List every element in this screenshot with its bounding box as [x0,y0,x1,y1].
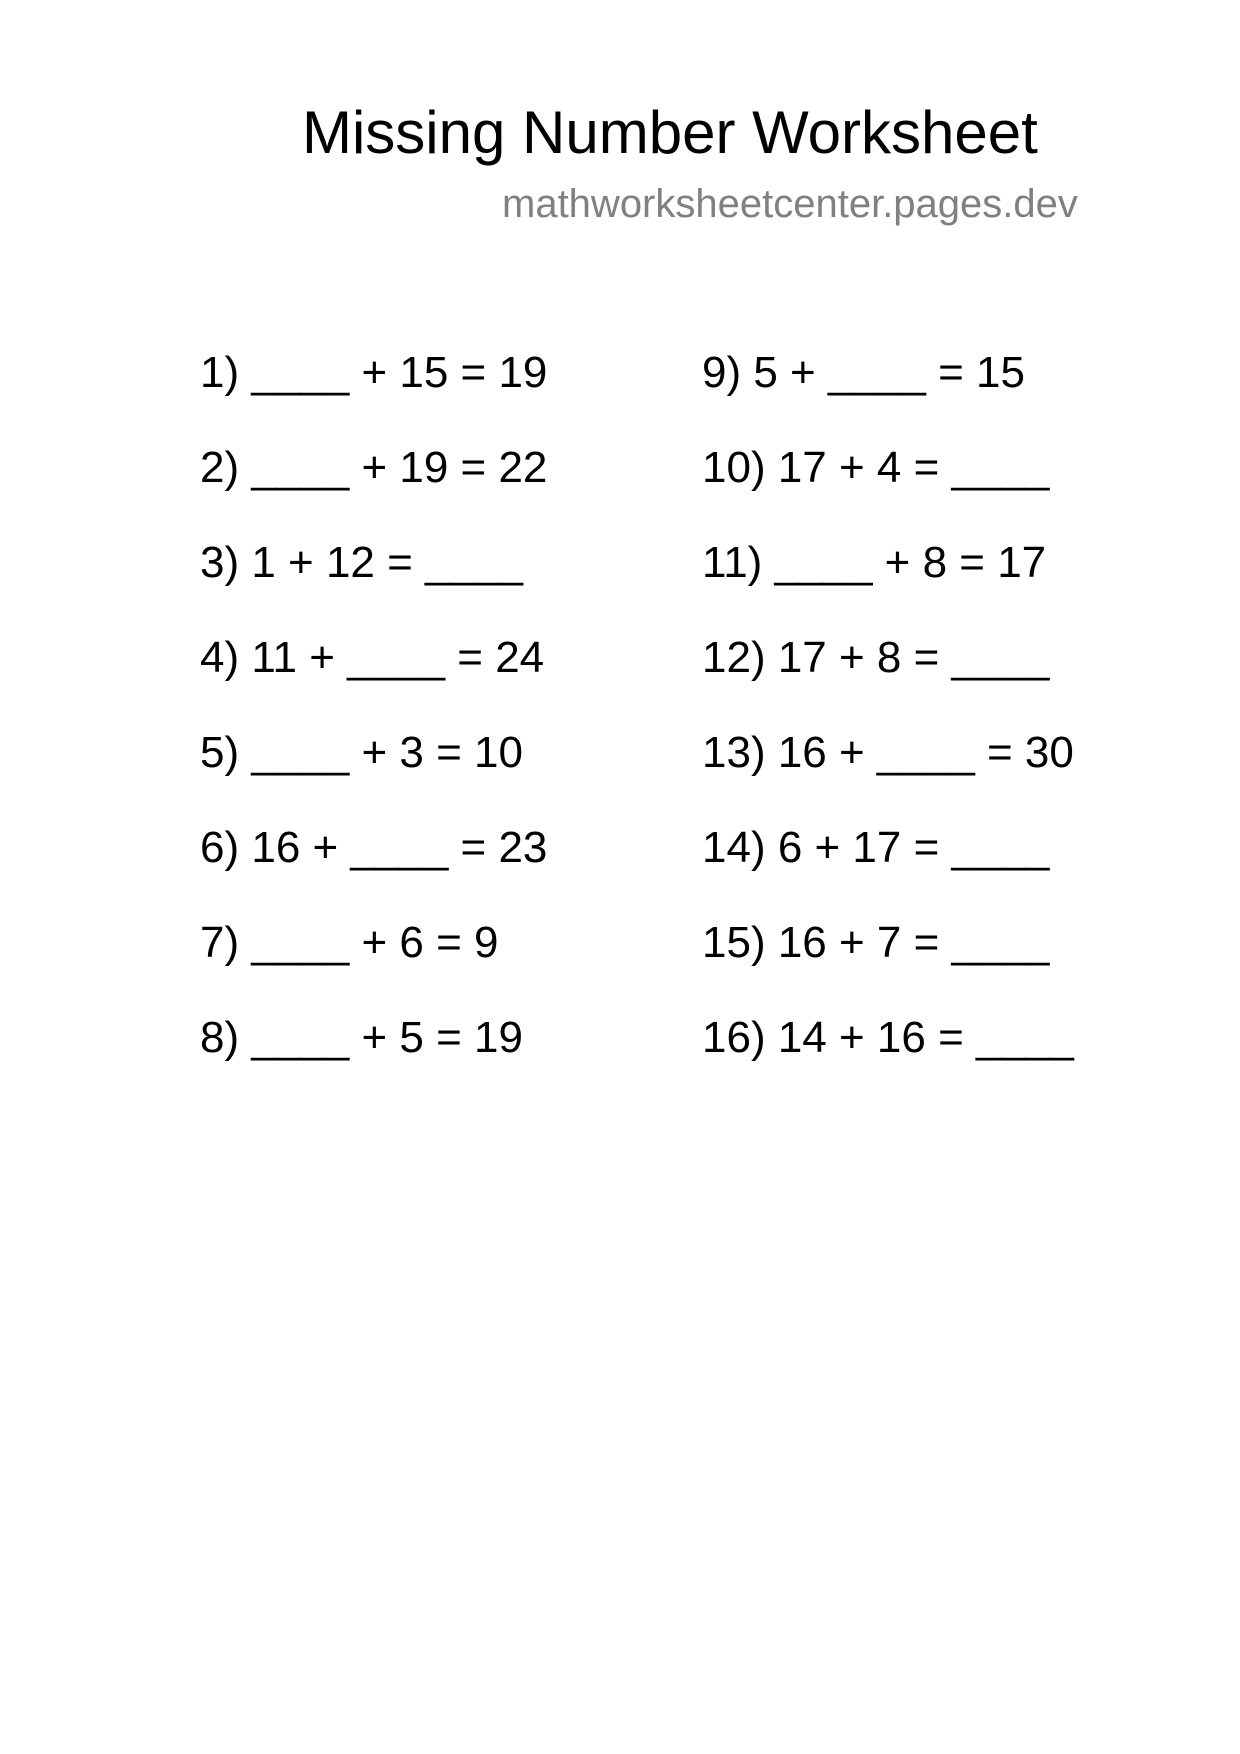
problem-14: 14) 6 + 17 = ____ [702,823,1050,872]
worksheet-title-text: Missing Number Worksheet [302,99,1038,166]
problem-15: 15) 16 + 7 = ____ [702,918,1050,967]
problem-6: 6) 16 + ____ = 23 [200,823,548,872]
problem-7: 7) ____ + 6 = 9 [200,918,499,967]
problem-3: 3) 1 + 12 = ____ [200,538,523,587]
problem-1: 1) ____ + 15 = 19 [200,348,548,397]
problem-5: 5) ____ + 3 = 10 [200,728,523,777]
problem-4: 4) 11 + ____ = 24 [200,633,545,682]
problem-10: 10) 17 + 4 = ____ [702,443,1050,492]
worksheet-source: mathworksheetcenter.pages.dev [502,182,1078,226]
problem-2: 2) ____ + 19 = 22 [200,443,548,492]
problem-9: 9) 5 + ____ = 15 [702,348,1025,397]
problem-8: 8) ____ + 5 = 19 [200,1013,523,1062]
problem-12: 12) 17 + 8 = ____ [702,633,1050,682]
problem-13: 13) 16 + ____ = 30 [702,728,1074,777]
problem-16: 16) 14 + 16 = ____ [702,1013,1074,1062]
problem-11: 11) ____ + 8 = 17 [702,538,1047,587]
